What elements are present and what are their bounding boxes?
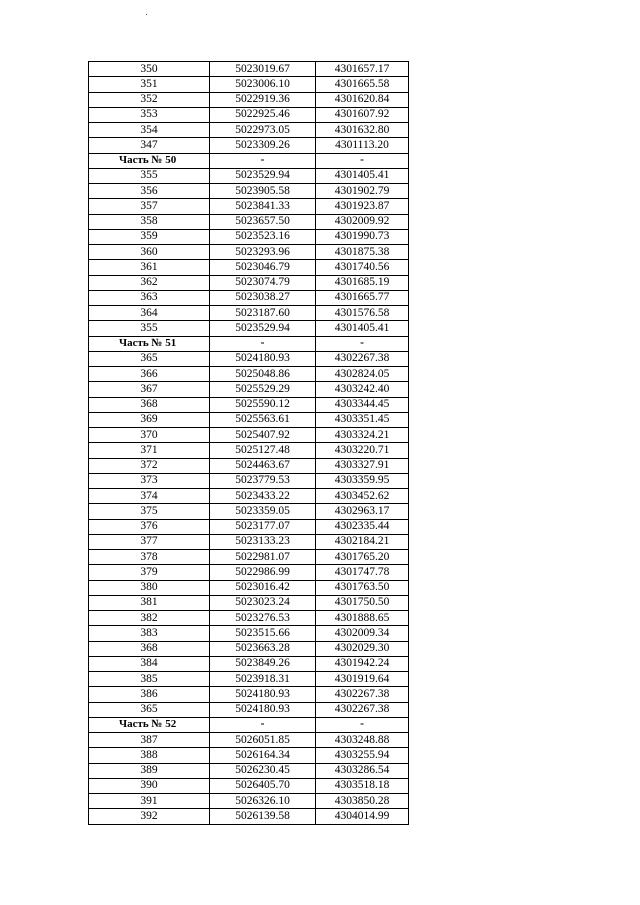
point-number: 386 [89, 687, 210, 702]
y-coordinate: 4301632.80 [316, 123, 409, 138]
y-coordinate: 4304014.99 [316, 809, 409, 824]
point-number: 352 [89, 92, 210, 107]
table-row [89, 763, 409, 778]
table-row [89, 428, 409, 443]
table-row [89, 611, 409, 626]
table-row [89, 687, 409, 702]
table-row [89, 443, 409, 458]
y-coordinate: 4302009.92 [316, 214, 409, 229]
y-coordinate: 4301763.50 [316, 580, 409, 595]
table-row [89, 580, 409, 595]
point-number: 375 [89, 504, 210, 519]
x-coordinate: 5025407.92 [210, 428, 316, 443]
x-coordinate: 5023841.33 [210, 199, 316, 214]
y-coordinate: 4303344.45 [316, 397, 409, 412]
y-coordinate: 4303850.28 [316, 794, 409, 809]
point-number: 356 [89, 184, 210, 199]
x-coordinate: 5023276.53 [210, 611, 316, 626]
point-number: 376 [89, 519, 210, 534]
part-header-row [89, 336, 409, 351]
coordinates-table [88, 61, 409, 825]
table-row [89, 534, 409, 549]
y-coordinate: 4301875.38 [316, 245, 409, 260]
x-coordinate: 5023657.50 [210, 214, 316, 229]
point-number: 367 [89, 382, 210, 397]
x-coordinate: 5023849.26 [210, 656, 316, 671]
point-number: 388 [89, 748, 210, 763]
table-row [89, 519, 409, 534]
table-row [89, 260, 409, 275]
point-number: 390 [89, 778, 210, 793]
x-coordinate: 5023663.28 [210, 641, 316, 656]
y-coordinate: 4303359.95 [316, 473, 409, 488]
x-coordinate: 5024463.67 [210, 458, 316, 473]
table-row [89, 504, 409, 519]
x-coordinate: 5026164.34 [210, 748, 316, 763]
part-label: Часть № 51 [89, 336, 210, 351]
point-number: 362 [89, 275, 210, 290]
y-coordinate: 4302963.17 [316, 504, 409, 519]
x-coordinate: 5023023.24 [210, 595, 316, 610]
y-coordinate: 4301113.20 [316, 138, 409, 153]
point-number: 385 [89, 672, 210, 687]
y-coordinate: 4302267.38 [316, 702, 409, 717]
point-number: 373 [89, 473, 210, 488]
table-row [89, 397, 409, 412]
x-coordinate: 5024180.93 [210, 687, 316, 702]
point-number: 392 [89, 809, 210, 824]
x-dash: - [210, 336, 316, 351]
table-row [89, 214, 409, 229]
x-coordinate: 5023006.10 [210, 77, 316, 92]
y-coordinate: 4301942.24 [316, 656, 409, 671]
x-coordinate: 5022973.05 [210, 123, 316, 138]
x-coordinate: 5023016.42 [210, 580, 316, 595]
point-number: 355 [89, 168, 210, 183]
table-row [89, 641, 409, 656]
x-dash: - [210, 717, 316, 732]
point-number: 347 [89, 138, 210, 153]
point-number: 381 [89, 595, 210, 610]
part-label: Часть № 52 [89, 717, 210, 732]
y-coordinate: 4301888.65 [316, 611, 409, 626]
x-coordinate: 5023133.23 [210, 534, 316, 549]
part-header-row [89, 717, 409, 732]
table-row [89, 367, 409, 382]
x-coordinate: 5023046.79 [210, 260, 316, 275]
x-coordinate: 5023309.26 [210, 138, 316, 153]
point-number: 370 [89, 428, 210, 443]
y-coordinate: 4301902.79 [316, 184, 409, 199]
x-coordinate: 5023529.94 [210, 168, 316, 183]
table-row [89, 92, 409, 107]
point-number: 350 [89, 62, 210, 77]
x-coordinate: 5023523.16 [210, 229, 316, 244]
y-coordinate: 4303248.88 [316, 733, 409, 748]
y-coordinate: 4301747.78 [316, 565, 409, 580]
x-coordinate: 5026405.70 [210, 778, 316, 793]
table-row [89, 77, 409, 92]
x-coordinate: 5022981.07 [210, 550, 316, 565]
table-row [89, 595, 409, 610]
point-number: 354 [89, 123, 210, 138]
y-coordinate: 4301919.64 [316, 672, 409, 687]
y-coordinate: 4302029.30 [316, 641, 409, 656]
point-number: 371 [89, 443, 210, 458]
point-number: 368 [89, 641, 210, 656]
x-coordinate: 5026230.45 [210, 763, 316, 778]
y-coordinate: 4303324.21 [316, 428, 409, 443]
point-number: 382 [89, 611, 210, 626]
x-coordinate: 5025127.48 [210, 443, 316, 458]
point-number: 379 [89, 565, 210, 580]
y-coordinate: 4302267.38 [316, 351, 409, 366]
table-row [89, 138, 409, 153]
y-coordinate: 4302184.21 [316, 534, 409, 549]
point-number: 361 [89, 260, 210, 275]
y-coordinate: 4301990.73 [316, 229, 409, 244]
y-coordinate: 4303255.94 [316, 748, 409, 763]
x-coordinate: 5024180.93 [210, 702, 316, 717]
table-row [89, 290, 409, 305]
point-number: 374 [89, 489, 210, 504]
part-header-row [89, 153, 409, 168]
x-coordinate: 5023905.58 [210, 184, 316, 199]
point-number: 372 [89, 458, 210, 473]
table-row [89, 168, 409, 183]
point-number: 383 [89, 626, 210, 641]
point-number: 369 [89, 412, 210, 427]
table-row [89, 351, 409, 366]
y-coordinate: 4303518.18 [316, 778, 409, 793]
y-coordinate: 4303220.71 [316, 443, 409, 458]
x-coordinate: 5025563.61 [210, 412, 316, 427]
point-number: 365 [89, 351, 210, 366]
x-coordinate: 5023074.79 [210, 275, 316, 290]
point-number: 378 [89, 550, 210, 565]
point-number: 387 [89, 733, 210, 748]
x-coordinate: 5023177.07 [210, 519, 316, 534]
x-coordinate: 5026139.58 [210, 809, 316, 824]
y-coordinate: 4301923.87 [316, 199, 409, 214]
scan-speck [146, 14, 147, 15]
x-coordinate: 5024180.93 [210, 351, 316, 366]
y-coordinate: 4301405.41 [316, 168, 409, 183]
x-coordinate: 5022986.99 [210, 565, 316, 580]
y-coordinate: 4302009.34 [316, 626, 409, 641]
point-number: 357 [89, 199, 210, 214]
point-number: 377 [89, 534, 210, 549]
x-coordinate: 5023293.96 [210, 245, 316, 260]
table-row [89, 245, 409, 260]
table-row [89, 702, 409, 717]
y-coordinate: 4301665.77 [316, 290, 409, 305]
point-number: 365 [89, 702, 210, 717]
y-coordinate: 4301576.58 [316, 306, 409, 321]
table-row [89, 672, 409, 687]
point-number: 363 [89, 290, 210, 305]
y-coordinate: 4301740.56 [316, 260, 409, 275]
table-row [89, 473, 409, 488]
y-dash: - [316, 153, 409, 168]
x-coordinate: 5026326.10 [210, 794, 316, 809]
y-coordinate: 4301665.58 [316, 77, 409, 92]
point-number: 360 [89, 245, 210, 260]
x-coordinate: 5023529.94 [210, 321, 316, 336]
point-number: 353 [89, 107, 210, 122]
y-coordinate: 4302267.38 [316, 687, 409, 702]
point-number: 391 [89, 794, 210, 809]
table-row [89, 306, 409, 321]
table-row [89, 184, 409, 199]
table-row [89, 62, 409, 77]
y-coordinate: 4303286.54 [316, 763, 409, 778]
table-row [89, 550, 409, 565]
table-row [89, 489, 409, 504]
x-coordinate: 5025590.12 [210, 397, 316, 412]
table-row [89, 412, 409, 427]
x-coordinate: 5023038.27 [210, 290, 316, 305]
coordinates-table-body [89, 62, 409, 825]
point-number: 389 [89, 763, 210, 778]
table-row [89, 458, 409, 473]
point-number: 351 [89, 77, 210, 92]
point-number: 366 [89, 367, 210, 382]
point-number: 384 [89, 656, 210, 671]
y-coordinate: 4303452.62 [316, 489, 409, 504]
x-coordinate: 5023515.66 [210, 626, 316, 641]
x-coordinate: 5023019.67 [210, 62, 316, 77]
y-coordinate: 4301685.19 [316, 275, 409, 290]
x-coordinate: 5022919.36 [210, 92, 316, 107]
table-row [89, 778, 409, 793]
table-row [89, 733, 409, 748]
y-coordinate: 4303242.40 [316, 382, 409, 397]
y-coordinate: 4302335.44 [316, 519, 409, 534]
point-number: 359 [89, 229, 210, 244]
point-number: 380 [89, 580, 210, 595]
y-coordinate: 4301607.92 [316, 107, 409, 122]
x-coordinate: 5025048.86 [210, 367, 316, 382]
table-row [89, 809, 409, 824]
point-number: 358 [89, 214, 210, 229]
x-coordinate: 5025529.29 [210, 382, 316, 397]
table-row [89, 382, 409, 397]
x-coordinate: 5026051.85 [210, 733, 316, 748]
y-coordinate: 4301657.17 [316, 62, 409, 77]
point-number: 364 [89, 306, 210, 321]
table-row [89, 321, 409, 336]
point-number: 368 [89, 397, 210, 412]
table-row [89, 748, 409, 763]
table-row [89, 565, 409, 580]
y-dash: - [316, 717, 409, 732]
y-coordinate: 4301620.84 [316, 92, 409, 107]
table-row [89, 626, 409, 641]
x-coordinate: 5023187.60 [210, 306, 316, 321]
table-row [89, 275, 409, 290]
table-row [89, 656, 409, 671]
y-coordinate: 4301765.20 [316, 550, 409, 565]
table-row [89, 199, 409, 214]
x-coordinate: 5023779.53 [210, 473, 316, 488]
x-dash: - [210, 153, 316, 168]
point-number: 355 [89, 321, 210, 336]
x-coordinate: 5022925.46 [210, 107, 316, 122]
table-row [89, 229, 409, 244]
table-row [89, 107, 409, 122]
y-dash: - [316, 336, 409, 351]
y-coordinate: 4303351.45 [316, 412, 409, 427]
y-coordinate: 4302824.05 [316, 367, 409, 382]
x-coordinate: 5023359.05 [210, 504, 316, 519]
x-coordinate: 5023433.22 [210, 489, 316, 504]
y-coordinate: 4301750.50 [316, 595, 409, 610]
y-coordinate: 4301405.41 [316, 321, 409, 336]
y-coordinate: 4303327.91 [316, 458, 409, 473]
table-row [89, 794, 409, 809]
x-coordinate: 5023918.31 [210, 672, 316, 687]
table-row [89, 123, 409, 138]
part-label: Часть № 50 [89, 153, 210, 168]
